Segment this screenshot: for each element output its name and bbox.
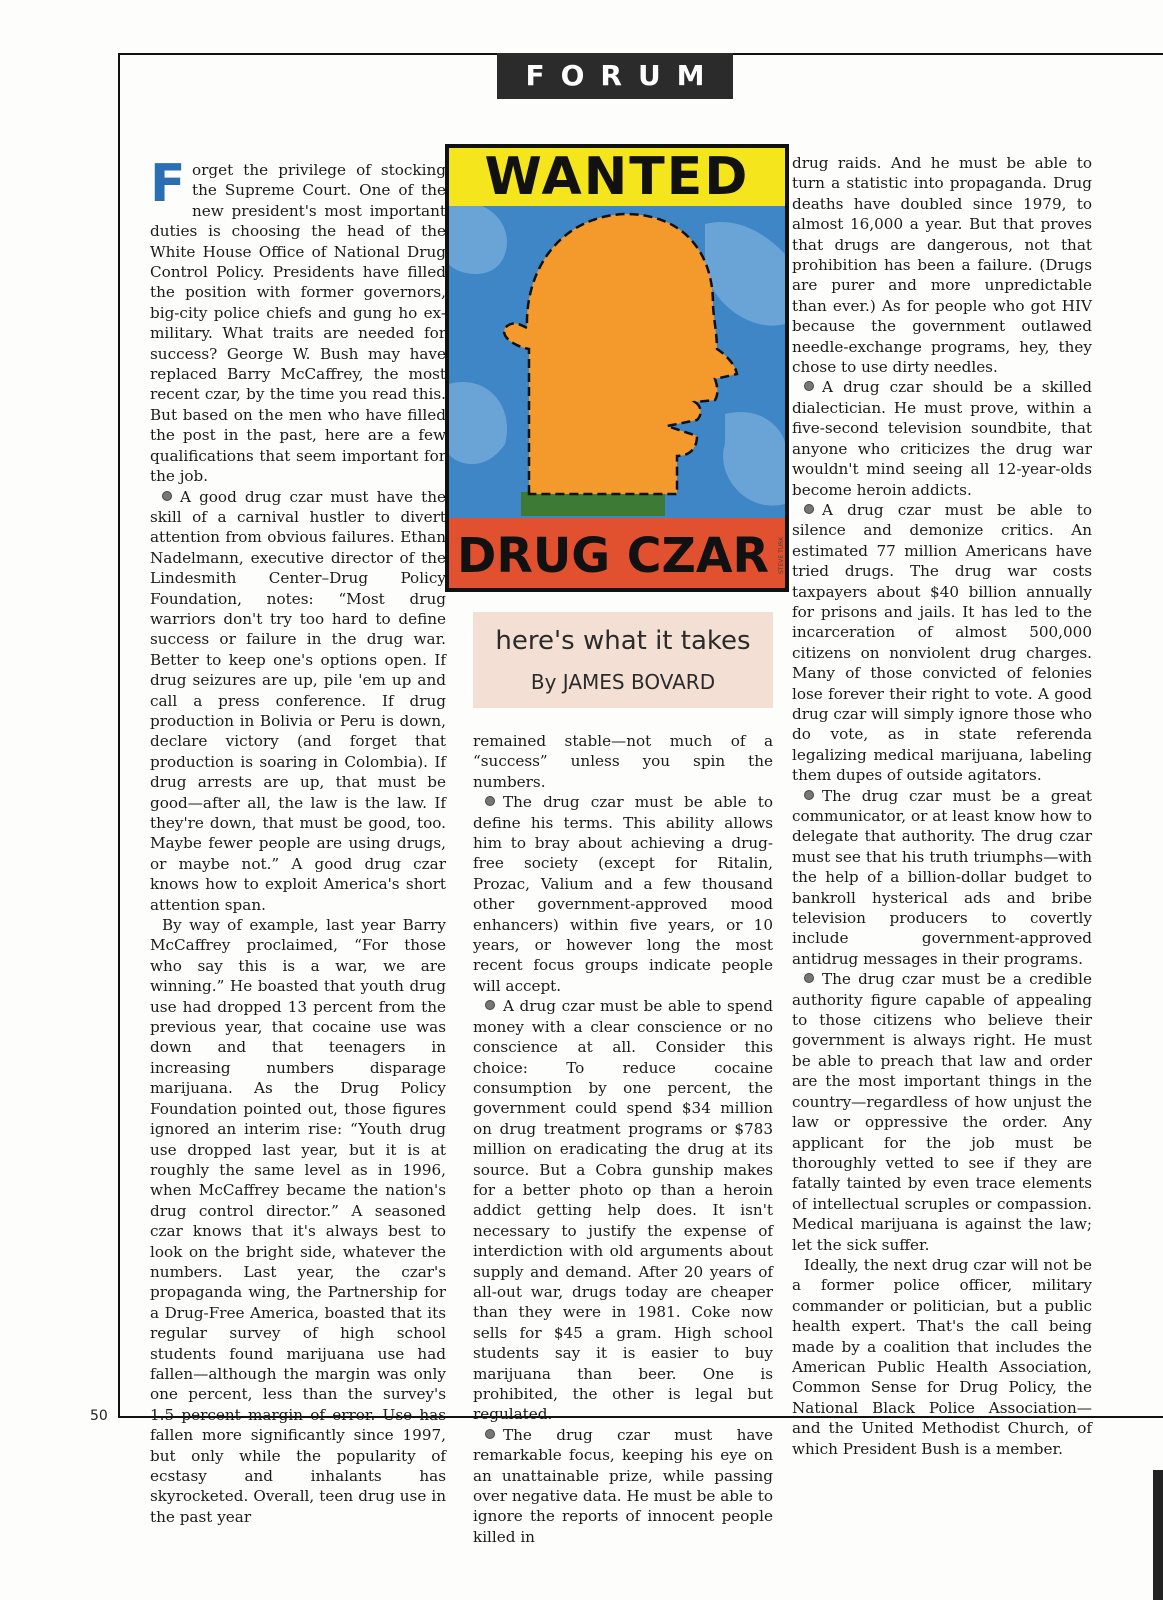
shirt-collar: [521, 492, 665, 516]
article-subtitle: here's what it takes: [495, 626, 751, 656]
bullet-icon: [485, 796, 495, 806]
article-paragraph: A drug czar must be able to spend money with a clear conscience or no conscience at all. Consider this choice: To reduce cocaine consumption by one percent, the government could spend $34 million on drug treatment programs or $783 million on eradicating the drug at its source. But a Cobra gunship makes for a better photo op than a heroin addict getting help does. It isn't necessary to justify the expense of interdiction with old arguments about supply and demand. After 20 years of all-out war, drugs today are cheaper than they were in 1981. Coke now sells for $45 a gram. High school students say it is easier to buy marijuana than beer. One is prohibited, the other is legal but regulated.: [473, 997, 773, 1424]
drug-czar-headline: DRUG CZAR: [457, 528, 769, 584]
bullet-icon: [162, 491, 172, 501]
article-column-3: [792, 153, 1092, 1459]
article-paragraph: A drug czar must be able to silence and demonize critics. An estimated 77 million Americans have tried drugs. The drug war costs taxpayers about $40 billion annually for prisons and jails. It has led to the incarceration of almost 500,000 citizens on nonviolent drug charges. Many of those convicted of felonies lose forever their right to vote. A good drug czar will simply ignore those who do vote, as in state referenda legalizing medical marijuana, labeling them dupes of outside agitators.: [792, 500, 1092, 785]
article-paragraph: remained stable—not much of a “success” unless you spin the numbers.: [473, 732, 773, 791]
bullet-icon: [485, 1429, 495, 1439]
section-label: FORUM: [497, 53, 733, 99]
article-paragraph: The drug czar must be a great communicator, or at least know how to delegate that authority. The drug czar must see that his truth triumphs—with the help of a billion-dollar budget to bankroll hysterical ads and bribe television producers to covertly include government-approved antidrug messages in their programs.: [792, 786, 1092, 968]
page-number: 50: [90, 1408, 108, 1424]
article-paragraph: The drug czar must be able to define his terms. This ability allows him to bray about achieving a drug-free society (except for Ritalin, Prozac, Valium and a few thousand other government-approved mood enhancers) within five years, or 10 years, or however long the most recent focus groups indicate people will accept.: [473, 793, 773, 995]
wanted-poster-illustration: [445, 144, 789, 592]
article-paragraph: The drug czar must be a credible authority figure capable of appealing to those citizens who believe their government is always right. He must be able to preach that law and order are the most important things in the country—regardless of how unjust the law or oppressive the order. Any applicant for the job must be thoroughly vetted to see if they are fatally tainted by even trace elements of intellectual scruples or compassion. Medical marijuana is against the law; let the sick suffer.: [792, 970, 1092, 1254]
article-paragraph: The drug czar must have remarkable focus, keeping his eye on an unattainable prize, while passing over negative data. He must be able to ignore the reports of innocent people killed in: [473, 1425, 773, 1546]
page-frame-left: [118, 53, 120, 1418]
article-paragraph: Forget the privilege of stocking the Supreme Court. One of the new president's most important duties is choosing the head of the White House Office of National Drug Control Policy. Presidents have filled the position with former governors, big-city police chiefs and gung ho ex-military. What traits are needed for success? George W. Bush may have replaced Barry McCaffrey, the most recent czar, by the time you read this. But based on the men who have filled the post in the past, here are a few qualifications that seem important for the job.: [150, 154, 446, 486]
article-paragraph: By way of example, last year Barry McCaffrey proclaimed, “For those who say this is a war, we are winning.” He boasted that youth drug use had dropped 13 percent from the previous year, that cocaine use was down and that teenagers in increasing numbers disparage marijuana. As the Drug Policy Foundation pointed out, those figures ignored an interim rise: “Youth drug use dropped last year, but it is at roughly the same level as in 1996, when McCaffrey became the nation's drug control director.” A seasoned czar knows that it's always best to look on the bright side, whatever the numbers. Last year, the czar's propaganda wing, the Partnership for a Drug-Free America, boasted that its regular survey of high school students found marijuana use had fallen—although the margin was only one percent, less than the survey's 1.5 percent margin of error. Use has fallen more significantly since 1997, but only while the popularity of ecstasy and inhalants has skyrocketed. Overall, teen drug use in the past year: [150, 916, 446, 1526]
bullet-icon: [485, 1000, 495, 1010]
article-paragraph: A drug czar should be a skilled dialectician. He must prove, within a five-second television soundbite, that anyone who criticizes the drug war wouldn't mind seeing all 12-year-olds become heroin addicts.: [792, 378, 1092, 499]
drop-cap: F: [150, 154, 186, 214]
wanted-headline: WANTED: [484, 147, 750, 207]
bullet-icon: [804, 790, 814, 800]
bullet-icon: [804, 504, 814, 514]
poster-svg: [445, 144, 789, 592]
artist-credit: STEVE TURK: [778, 536, 785, 574]
article-paragraph: Ideally, the next drug czar will not be a former police officer, military commander or politician, but a public health expert. That's the call being made by a coalition that includes the American Public Health Association, Common Sense for Drug Policy, the National Black Police Association—and the United Methodist Church, of which President Bush is a member.: [792, 1255, 1092, 1458]
scan-edge-shadow: [1153, 1470, 1163, 1600]
article-column-2: [473, 731, 773, 1547]
article-paragraph: A good drug czar must have the skill of a carnival hustler to divert attention from obvious failures. Ethan Nadelmann, executive director of the Lindesmith Center–Drug Policy Foundation, notes: “Most drug warriors don't try too hard to define success or failure in the drug war. Better to keep one's options open. If drug seizures are up, pile 'em up and call a press conference. If drug production in Bolivia or Peru is down, declare victory (and forget that production is soaring in Colombia). If drug arrests are up, that must be good—after all, the law is the law. If they're down, that must be good, too. Maybe fewer people are using drugs, or maybe not.” A good drug czar knows how to exploit America's short attention span.: [150, 487, 446, 914]
bullet-icon: [804, 381, 814, 391]
article-column-1: [150, 154, 446, 1527]
bullet-icon: [804, 973, 814, 983]
article-paragraph: drug raids. And he must be able to turn a statistic into propaganda. Drug deaths have doubled since 1979, to almost 16,000 a year. But that proves that drugs are dangerous, not that prohibition has been a failure. (Drugs are purer and more unpredictable than ever.) As for people who got HIV because the government outlawed needle-exchange programs, hey, they chose to use dirty needles.: [792, 154, 1092, 377]
article-byline: By JAMES BOVARD: [530, 670, 716, 694]
title-box: [473, 612, 773, 708]
